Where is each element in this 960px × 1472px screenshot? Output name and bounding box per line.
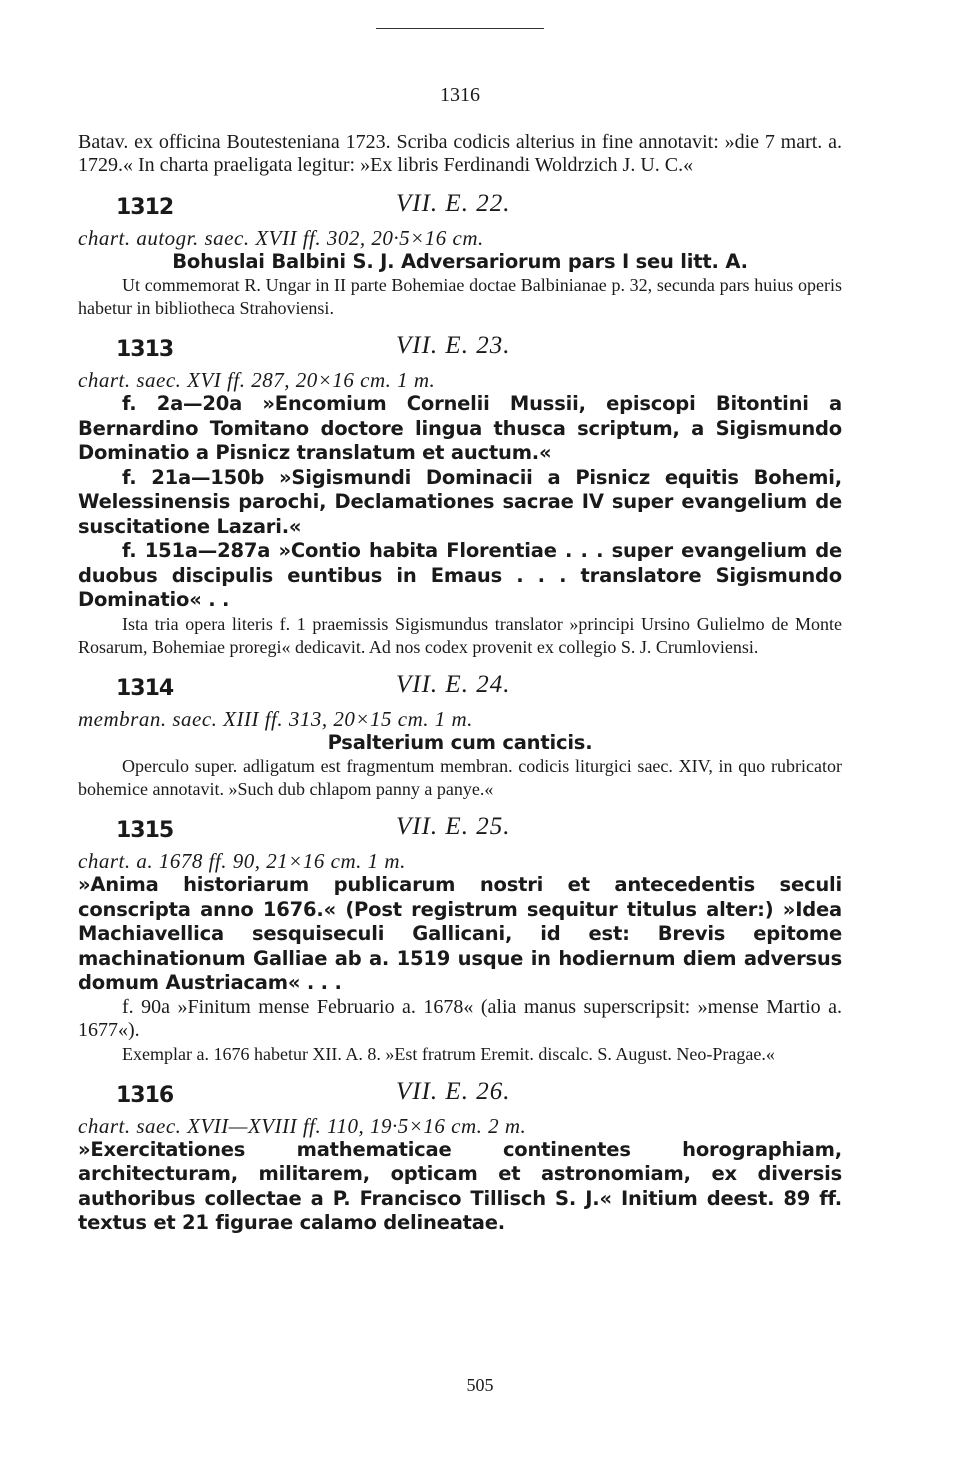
page-body — [78, 84, 842, 1236]
entry-description: chart. saec. XVI ff. 287, 20×16 cm. 1 m. — [78, 368, 436, 392]
entry-title: Psalterium cum canticis. — [327, 730, 593, 754]
entry-number: 1314 — [116, 675, 174, 701]
page-header — [78, 84, 842, 108]
entry-item: f. 151a—287a »Contio habita Florentiae . . . super evangelium de duobus discipulis euntibus in Emaus . . . translatore Sigismundo Dominatio« . . — [78, 539, 842, 611]
header-rule — [376, 28, 544, 29]
entry-description: chart. a. 1678 ff. 90, 21×16 cm. 1 m. — [78, 849, 406, 873]
entry-title: Bohuslai Balbini S. J. Adversariorum pars I seu litt. A. — [172, 249, 748, 273]
entry-header — [78, 190, 842, 226]
entry-note: Operculo super. adligatum est fragmentum membran. codicis liturgici saec. XIV, in quo rubricator bohemice annotavit. »Such dub chlapom panny a panye.« — [78, 756, 842, 799]
intro-paragraph: Batav. ex officina Boutesteniana 1723. Scriba codicis alterius in fine annotavit: »die 7 mart. a. 1729.« In charta praeligata legitur: »Ex libris Ferdinandi Woldrzich J. U. C.« — [78, 130, 842, 176]
entry-header — [78, 813, 842, 849]
entry-title: »Exercitationes mathematicae continentes horographiam, architecturam, militarem, opticam et astronomiam, ex diversis authoribus collectae a P. Francisco Tillisch S. J.« Initium deest. 89 ff. textus et 21 figurae calamo delineatae. — [78, 1137, 842, 1234]
running-page-number: 1316 — [440, 84, 480, 106]
shelf-signature: VII. E. 24. — [396, 670, 511, 698]
entry-description: chart. saec. XVII—XVIII ff. 110, 19·5×16 cm. 2 m. — [78, 1113, 527, 1138]
entry-item: f. 21a—150b »Sigismundi Dominacii a Pisnicz equitis Bohemi, Welessinensis parochi, Declamationes sacrae IV super evangelium de suscitatione Lazari.« — [78, 465, 842, 538]
entry-header — [78, 671, 842, 707]
entry-title: »Anima historiarum publicarum nostri et antecedentis seculi conscripta anno 1676.« (Post registrum sequitur titulus alter:) »Idea Machiavellica sesquiseculi Gallicani, id est: Brevis epitome machinationum Galliae ab a. 1519 usque in hodiernum diem adversus domum Austriacam« . . . — [78, 873, 842, 994]
entry-number: 1313 — [116, 337, 174, 362]
entry-header — [78, 332, 842, 368]
entry-item: f. 2a—20a »Encomium Cornelii Mussii, episcopi Bitontini a Bernardino Tomitano doctore lingua thusca scriptum, a Sigismundo Dominatio a Pisnicz translatum et auctum.« — [78, 392, 842, 464]
entry-note: Ut commemorat R. Ungar in II parte Bohemiae doctae Balbinianae p. 32, secunda pars huius operis habetur in bibliotheca Strahoviensi. — [78, 275, 842, 318]
entry-header — [78, 1078, 842, 1114]
entry-item: f. 90a »Finitum mense Februario a. 1678« (alia manus superscripsit: »mense Martio a. 1677«). — [78, 995, 842, 1041]
shelf-signature: VII. E. 26. — [396, 1077, 511, 1105]
entry-description: membran. saec. XIII ff. 313, 20×15 cm. 1 m. — [78, 706, 473, 731]
entry-number: 1315 — [116, 818, 174, 843]
entry-note: Ista tria opera literis f. 1 praemissis Sigismundus translator »principi Ursino Gulielmo de Monte Rosarum, Bohemiae proregi« dedicavit. Ad nos codex provenit ex collegio S. J. Crumloviensi. — [78, 613, 842, 657]
entry-note: Exemplar a. 1676 habetur XII. A. 8. »Est fratrum Eremit. discalc. S. August. Neo-Pragae.« — [122, 1043, 775, 1064]
shelf-signature: VII. E. 23. — [396, 332, 511, 359]
entry-number: 1312 — [116, 194, 174, 220]
entry-description: chart. autogr. saec. XVII ff. 302, 20·5×16 cm. — [78, 225, 484, 250]
shelf-signature: VII. E. 22. — [396, 189, 511, 217]
shelf-signature: VII. E. 25. — [396, 813, 511, 840]
entry-number: 1316 — [116, 1082, 174, 1108]
page-footer-number: 505 — [466, 1375, 494, 1395]
